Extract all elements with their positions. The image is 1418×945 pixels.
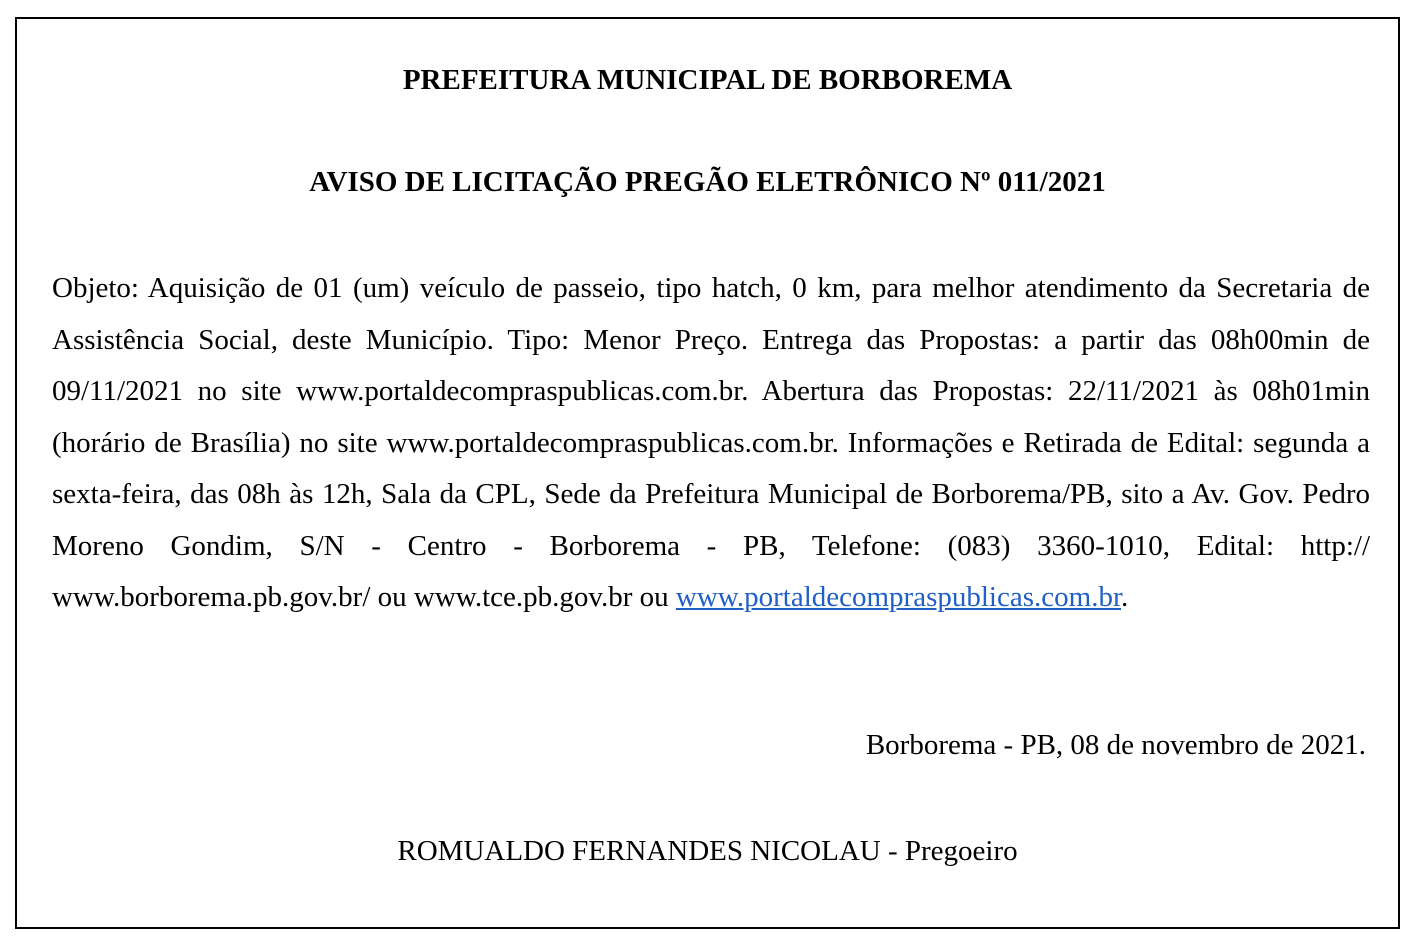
municipality-header: PREFEITURA MUNICIPAL DE BORBOREMA: [402, 64, 1013, 96]
notice-body: [52, 263, 1370, 624]
notice-body-text: Objeto: Aquisição de 01 (um) veículo de passeio, tipo hatch, 0 km, para melhor atendimento da Secretaria de Assistência Social, deste Município. Tipo: Menor Preço. Entrega das Propostas: a partir das 08h00min de 09/11/2021 no site www.portaldecompraspublicas.com.br. Abertura das Propostas: 22/11/2021 às 08h01min (horário de Brasília) no site www.portaldecompraspublicas.com.br. Informações e Retirada de Edital: segunda a sexta-feira, das 08h às 12h, Sala da CPL, Sede da Prefeitura Municipal de Borborema/PB, sito a Av. Gov. Pedro Moreno Gondim, S/N - Centro - Borborema - PB, Telefone: (083) 3360-1010, Edital: http:// www.borborema.pb.gov.br/ ou www.tce.pb.gov.br ou: [52, 272, 1370, 613]
notice-body-end: .: [1121, 581, 1129, 613]
signature-line: ROMUALDO FERNANDES NICOLAU - Pregoeiro: [397, 835, 1018, 867]
date-line: Borborema - PB, 08 de novembro de 2021.: [865, 729, 1366, 761]
notice-frame: [15, 17, 1400, 929]
portal-link[interactable]: www.portaldecompraspublicas.com.br: [675, 581, 1122, 613]
notice-title: AVISO DE LICITAÇÃO PREGÃO ELETRÔNICO Nº 011/2021: [309, 166, 1106, 198]
